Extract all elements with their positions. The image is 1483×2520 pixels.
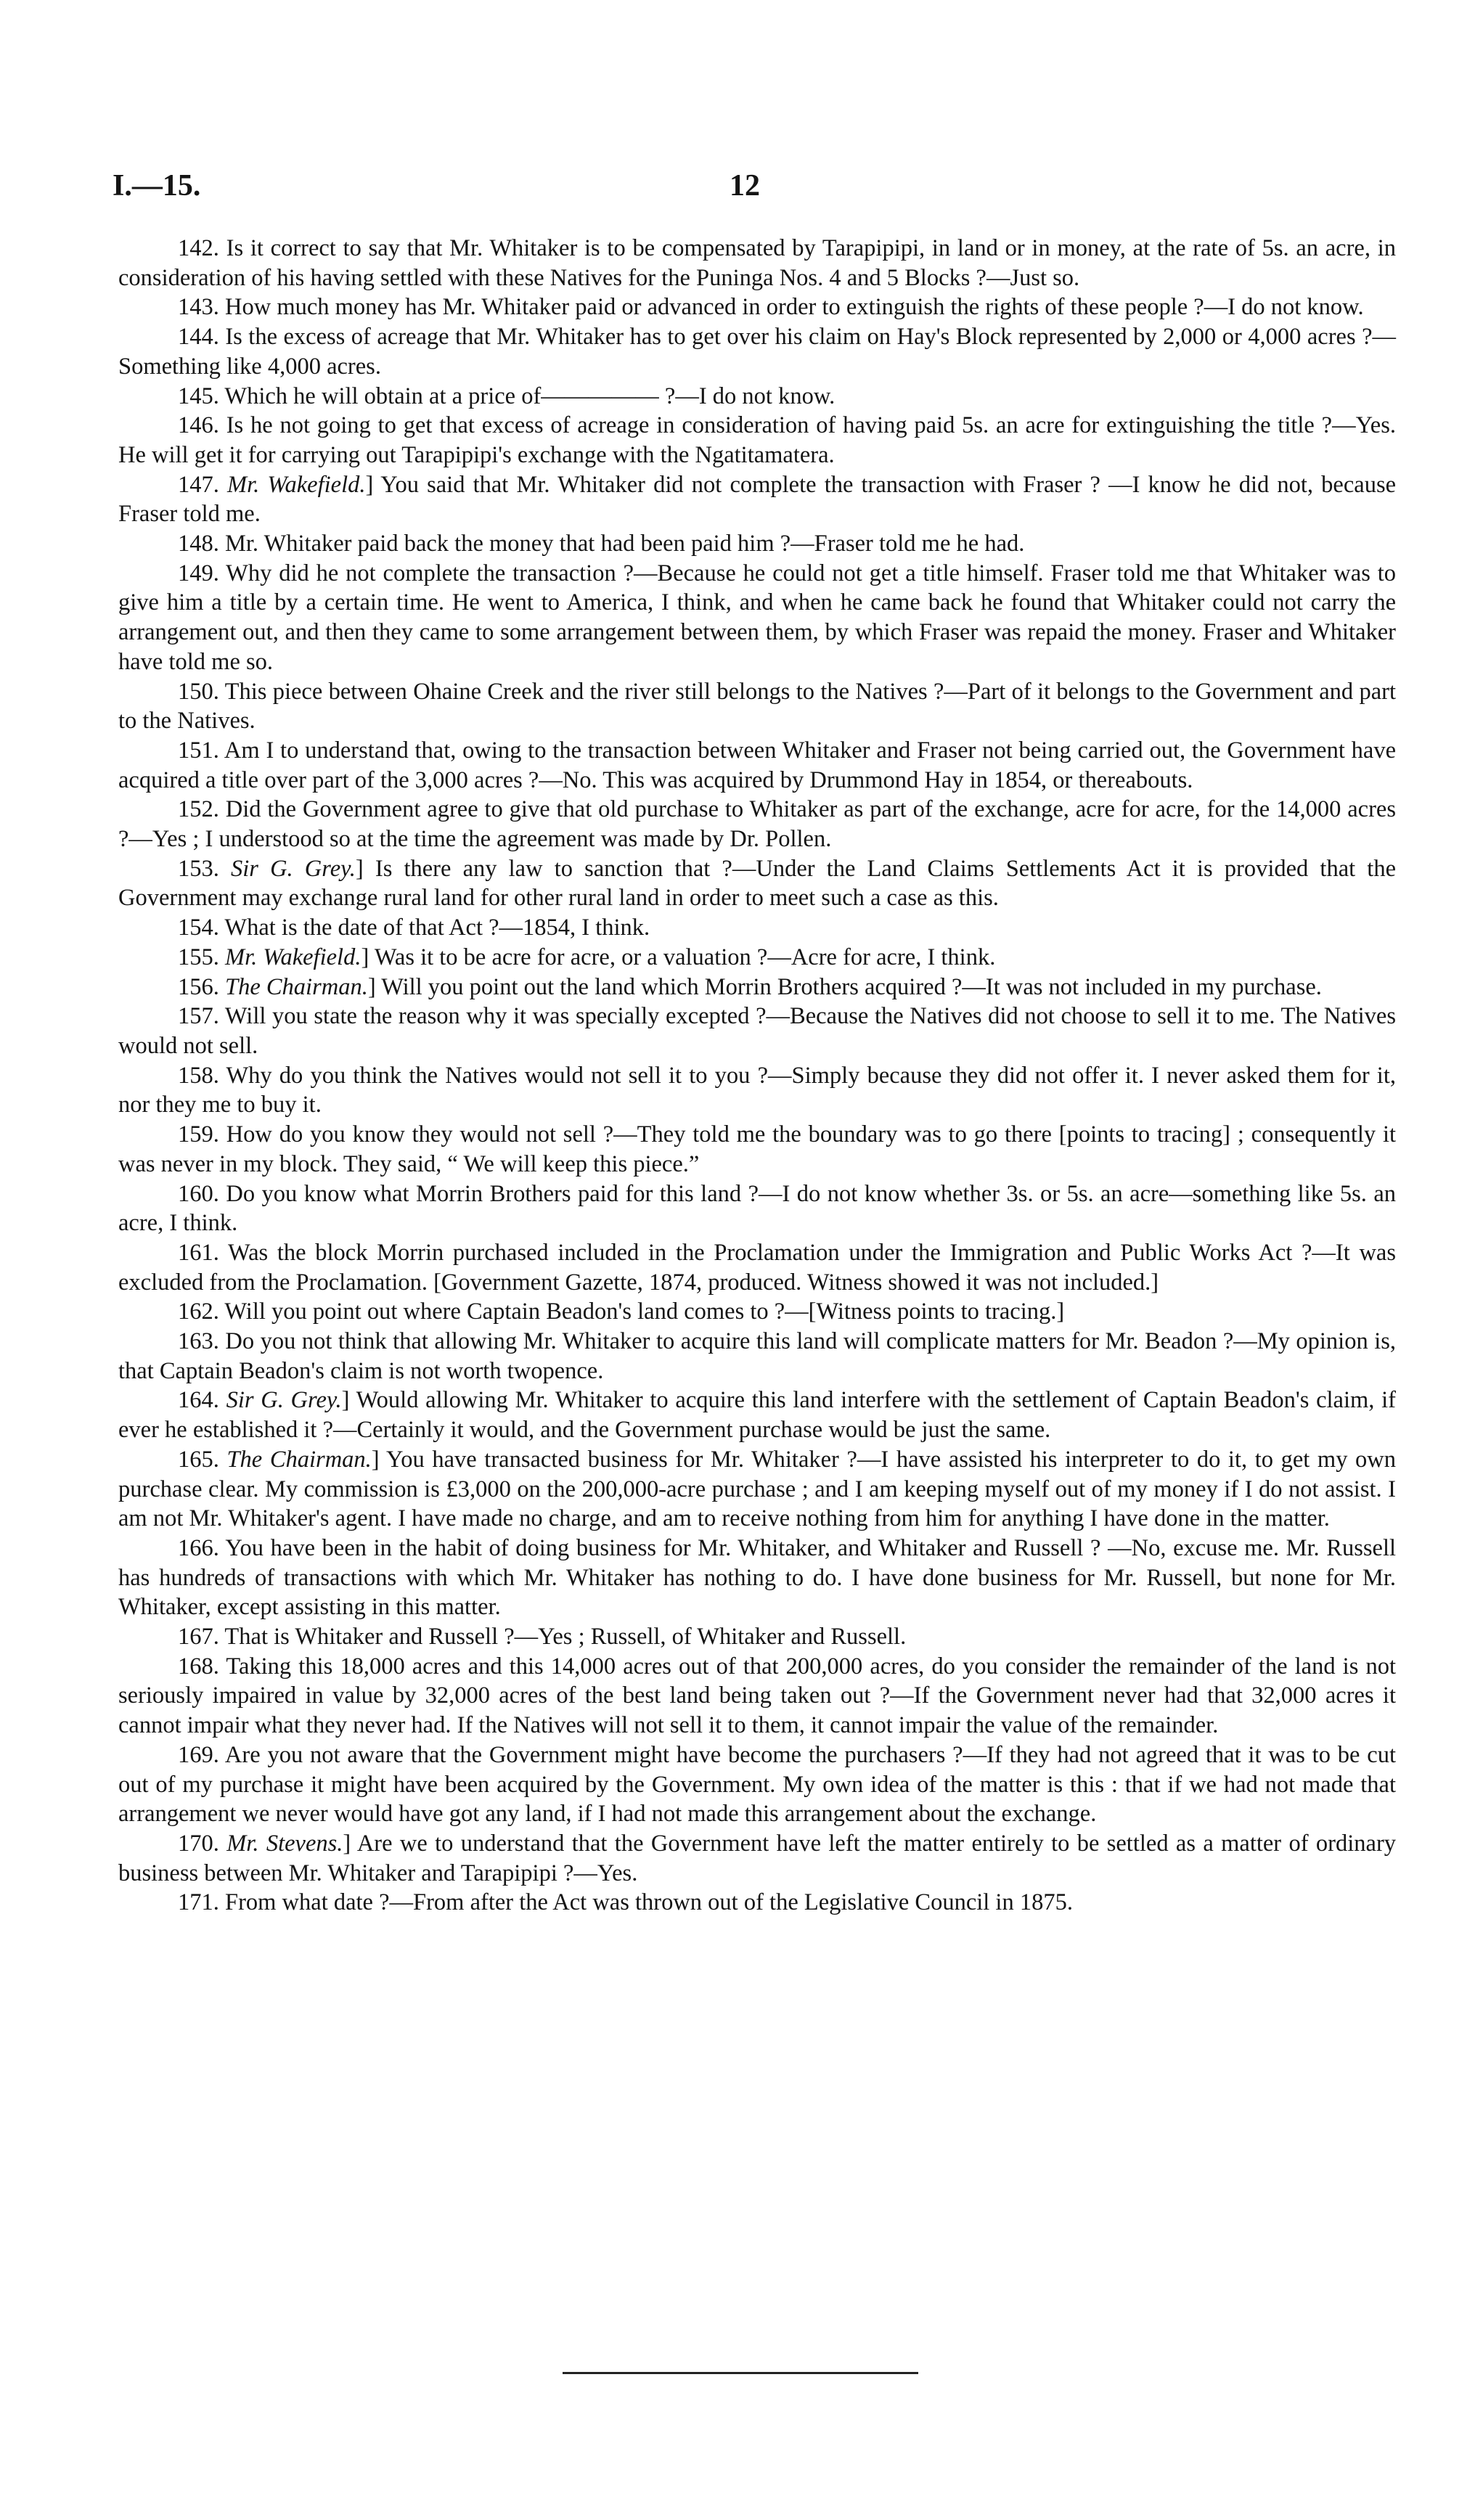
question-paragraph — [118, 1622, 1396, 1652]
question-number: 165. — [178, 1446, 219, 1473]
question-number: 167. — [178, 1624, 219, 1650]
question-paragraph: 155. Mr. Wakefield.] Was it to be acre for acre, or a valuation ?—Acre for acre, I think. — [178, 944, 996, 970]
question-number: 160. — [178, 1180, 219, 1207]
question-text: Which he will obtain at a price of————— ?—I do not know. — [224, 382, 836, 409]
speaker-name: The Chairman. — [225, 973, 368, 1000]
question-paragraph — [118, 292, 1396, 322]
question-number: 155. — [178, 944, 219, 970]
question-text: Mr. Whitaker paid back the money that had been paid him ?—Fraser told me he had. — [225, 531, 1025, 557]
evidence-body — [118, 234, 1396, 1918]
question-text: Was it to be acre for acre, or a valuation ?—Acre for acre, I think. — [374, 944, 996, 970]
question-text: Do you know what Morrin Brothers paid for this land ?—I do not know whether 3s. or 5s. an acre—something like 5s. an acre, I think. — [118, 1180, 1397, 1237]
question-paragraph: 164. Sir G. Grey.] Would allowing Mr. Whitaker to acquire this land interfere with the settlement of Captain Beadon's claim, if ever he established it ?—Certainly it would, and the Government purchase would be just the same. — [118, 1387, 1396, 1444]
question-number: 170. — [178, 1830, 219, 1857]
question-text: How much money has Mr. Whitaker paid or advanced in order to extinguish the rights of these people ?—I do not know. — [225, 294, 1364, 321]
question-paragraph — [118, 1179, 1396, 1238]
question-number: 161. — [178, 1239, 219, 1266]
question-text: You have transacted business for Mr. Whitaker ?—I have assisted his interpreter to do it, to get my own purchase clear. My commission is £3,000 on the 200,000-acre purchase ; and I am keeping myself out of my money if I do not assist. I am not Mr. Whitaker's agent. I have made no charge, and am to receive nothing from him for anything I have done in the matter. — [118, 1446, 1397, 1532]
question-number: 151. — [178, 737, 219, 764]
question-text: That is Whitaker and Russell ?—Yes ; Russell, of Whitaker and Russell. — [224, 1624, 907, 1650]
question-paragraph: 170. Mr. Stevens.] Are we to understand that the Government have left the matter entirely to be settled as a matter of ordinary business between Mr. Whitaker and Tarapipipi ?—Yes. — [118, 1830, 1397, 1886]
question-number: 142. — [178, 235, 219, 261]
question-paragraph — [118, 1061, 1396, 1120]
question-paragraph — [118, 411, 1396, 470]
question-number: 168. — [178, 1653, 219, 1680]
speaker-name: The Chairman. — [226, 1446, 372, 1473]
speaker-name: Mr. Wakefield. — [227, 471, 366, 498]
question-text: Is it correct to say that Mr. Whitaker is to be compensated by Tarapipipi, in land or in money, at the rate of 5s. an acre, in consideration of his having settled with these Natives for the Puninga Nos. 4 and 5 Blocks ?—Just so. — [118, 235, 1396, 291]
question-text: Why do you think the Natives would not sell it to you ?—Simply because they did not offer it. I never asked them for it, nor they me to buy it. — [118, 1062, 1396, 1118]
question-text: From what date ?—From after the Act was thrown out of the Legislative Council in 1875. — [225, 1889, 1073, 1916]
question-number: 150. — [178, 678, 219, 705]
question-text: Will you state the reason why it was specially excepted ?—Because the Natives did not choose to sell it to me. The Natives would not sell. — [118, 1003, 1396, 1059]
question-text: Do you not think that allowing Mr. Whitaker to acquire this land will complicate matters for Mr. Beadon ?—My opinion is, that Captain Beadon's claim is not worth twopence. — [118, 1328, 1396, 1384]
question-paragraph: 156. The Chairman.] Will you point out the land which Morrin Brothers acquired ?—It was not included in my purchase. — [178, 973, 1322, 1000]
question-number: 156. — [178, 973, 219, 1000]
question-paragraph — [118, 1238, 1396, 1297]
question-paragraph — [118, 234, 1396, 292]
question-text: Am I to understand that, owing to the transaction between Whitaker and Fraser not being carried out, the Government have acquired a title over part of the 3,000 acres ?—No. This was acquired by Drummond Hay in 1854, or thereabouts. — [118, 737, 1396, 793]
speaker-name: Mr. Stevens. — [226, 1830, 343, 1857]
question-text: Will you point out where Captain Beadon's land comes to ?—[Witness points to tracing.] — [224, 1298, 1065, 1325]
question-text: Are you not aware that the Government might have become the purchasers ?—If they had not agreed that it was to be cut out of my purchase it might have been acquired by the Government. My own idea of the matter is this : that if we had not made that arrangement we never would have got any land, if I had not made this arrangement about the exchange. — [118, 1741, 1396, 1828]
question-text: Was the block Morrin purchased included in the Proclamation under the Immigration and Public Works Act ?—It was excluded from the Proclamation. [Government Gazette, 1874, produced. Witness showed it was not included.] — [118, 1239, 1396, 1296]
question-paragraph — [118, 382, 1396, 412]
question-paragraph — [118, 1297, 1396, 1327]
question-paragraph — [118, 736, 1396, 795]
question-number: 166. — [178, 1534, 219, 1561]
question-paragraph — [118, 1327, 1396, 1386]
question-paragraph — [118, 559, 1396, 677]
question-text: Would allowing Mr. Whitaker to acquire this land interfere with the settlement of Captain Beadon's claim, if ever he established it ?—Certainly it would, and the Government purchase would be just the same. — [118, 1387, 1396, 1444]
question-paragraph — [118, 322, 1396, 381]
question-paragraph — [118, 677, 1396, 736]
question-text: Why did he not complete the transaction ?—Because he could not get a title himself. Fraser told me that Whitaker was to give him a title by a certain time. He went to America, I think, and when he came back he found that Whitaker could not carry the arrangement out, and then they came to some arrangement between them, by which Fraser was repaid the money. Fraser and Whitaker have told me so. — [118, 560, 1397, 675]
question-paragraph — [118, 1652, 1396, 1740]
question-text: Will you point out the land which Morrin Brothers acquired ?—It was not included in my purchase. — [381, 973, 1322, 1000]
question-number: 148. — [178, 531, 219, 557]
question-paragraph — [118, 795, 1396, 854]
document-reference: I.—15. — [113, 169, 201, 202]
question-paragraph — [118, 1534, 1396, 1622]
speaker-name: Sir G. Grey. — [226, 1387, 342, 1414]
question-paragraph — [118, 1888, 1396, 1918]
question-number: 143. — [178, 294, 219, 321]
speaker-name: Mr. Wakefield. — [225, 944, 361, 970]
question-text: Are we to understand that the Government have left the matter entirely to be settled as a matter of ordinary business between Mr. Whitaker and Tarapipipi ?—Yes. — [118, 1830, 1397, 1886]
question-text: Did the Government agree to give that old purchase to Whitaker as part of the exchange, acre for acre, for the 14,000 acres ?—Yes ; I understood so at the time the agreement was made by Dr. Pollen. — [118, 796, 1396, 853]
question-number: 159. — [178, 1121, 219, 1148]
question-number: 169. — [178, 1741, 219, 1768]
question-text: Is he not going to get that excess of acreage in consideration of having paid 5s. an acre for extinguishing the title ?—Yes. He will get it for carrying out Tarapipipi's exchange with the Ngatitamatera. — [118, 412, 1396, 468]
question-text: Taking this 18,000 acres and this 14,000 acres out of that 200,000 acres, do you consider the remainder of the land is not seriously impaired in value by 32,000 acres of the best land being taken out ?—If the Government never had that 32,000 acres it cannot impair what they never had. If the Natives will not sell it to them, it cannot impair the value of the remainder. — [118, 1653, 1396, 1739]
question-number: 158. — [178, 1062, 219, 1089]
question-text: Is there any law to sanction that ?—Under the Land Claims Settlements Act it is provided that the Government may exchange rural land for other rural land in order to meet such a case as this. — [118, 855, 1396, 912]
question-number: 146. — [178, 412, 219, 439]
question-paragraph — [118, 913, 1396, 943]
question-number: 149. — [178, 560, 219, 586]
question-paragraph — [118, 529, 1396, 559]
end-rule — [563, 2372, 918, 2374]
question-number: 144. — [178, 324, 219, 351]
question-number: 164. — [178, 1387, 219, 1414]
question-text: Is the excess of acreage that Mr. Whitaker has to get over his claim on Hay's Block represented by 2,000 or 4,000 acres ?—Something like 4,000 acres. — [118, 324, 1397, 380]
page-number: 12 — [730, 169, 760, 202]
question-number: 153. — [178, 855, 219, 882]
question-number: 162. — [178, 1298, 219, 1325]
question-paragraph — [118, 1002, 1396, 1060]
question-number: 154. — [178, 915, 219, 941]
question-paragraph — [118, 1120, 1396, 1179]
question-number: 147. — [178, 471, 219, 498]
question-paragraph: 147. Mr. Wakefield.] You said that Mr. Whitaker did not complete the transaction with Fraser ? —I know he did not, because Fraser told me. — [118, 471, 1397, 528]
question-text: You have been in the habit of doing business for Mr. Whitaker, and Whitaker and Russell ? —No, excuse me. Mr. Russell has hundreds of transactions with which Mr. Whitaker has nothing to do. I have done business for Mr. Russell, but none for Mr. Whitaker, except assisting in this matter. — [118, 1534, 1397, 1621]
question-number: 171. — [178, 1889, 219, 1916]
question-number: 152. — [178, 796, 219, 823]
question-text: How do you know they would not sell ?—They told me the boundary was to go there [points to tracing] ; consequently it was never in my block. They said, “ We will keep this piece.” — [118, 1121, 1397, 1177]
question-text: This piece between Ohaine Creek and the river still belongs to the Natives ?—Part of it belongs to the Government and part to the Natives. — [118, 678, 1396, 735]
question-paragraph: 153. Sir G. Grey.] Is there any law to sanction that ?—Under the Land Claims Settlements Act it is provided that the Government may exchange rural land for other rural land in order to meet such a case as this. — [118, 855, 1396, 912]
question-paragraph: 165. The Chairman.] You have transacted business for Mr. Whitaker ?—I have assisted his interpreter to do it, to get my own purchase clear. My commission is £3,000 on the 200,000-acre purchase ; and I am keeping myself out of my money if I do not assist. I am not Mr. Whitaker's agent. I have made no charge, and am to receive nothing from him for anything I have done in the matter. — [118, 1446, 1397, 1532]
question-text: You said that Mr. Whitaker did not complete the transaction with Fraser ? —I know he did not, because Fraser told me. — [118, 471, 1397, 528]
speaker-name: Sir G. Grey. — [231, 855, 356, 882]
question-number: 145. — [178, 382, 219, 409]
question-text: What is the date of that Act ?—1854, I think. — [224, 915, 650, 941]
question-number: 163. — [178, 1328, 219, 1355]
question-paragraph — [118, 1740, 1396, 1829]
question-number: 157. — [178, 1003, 219, 1030]
